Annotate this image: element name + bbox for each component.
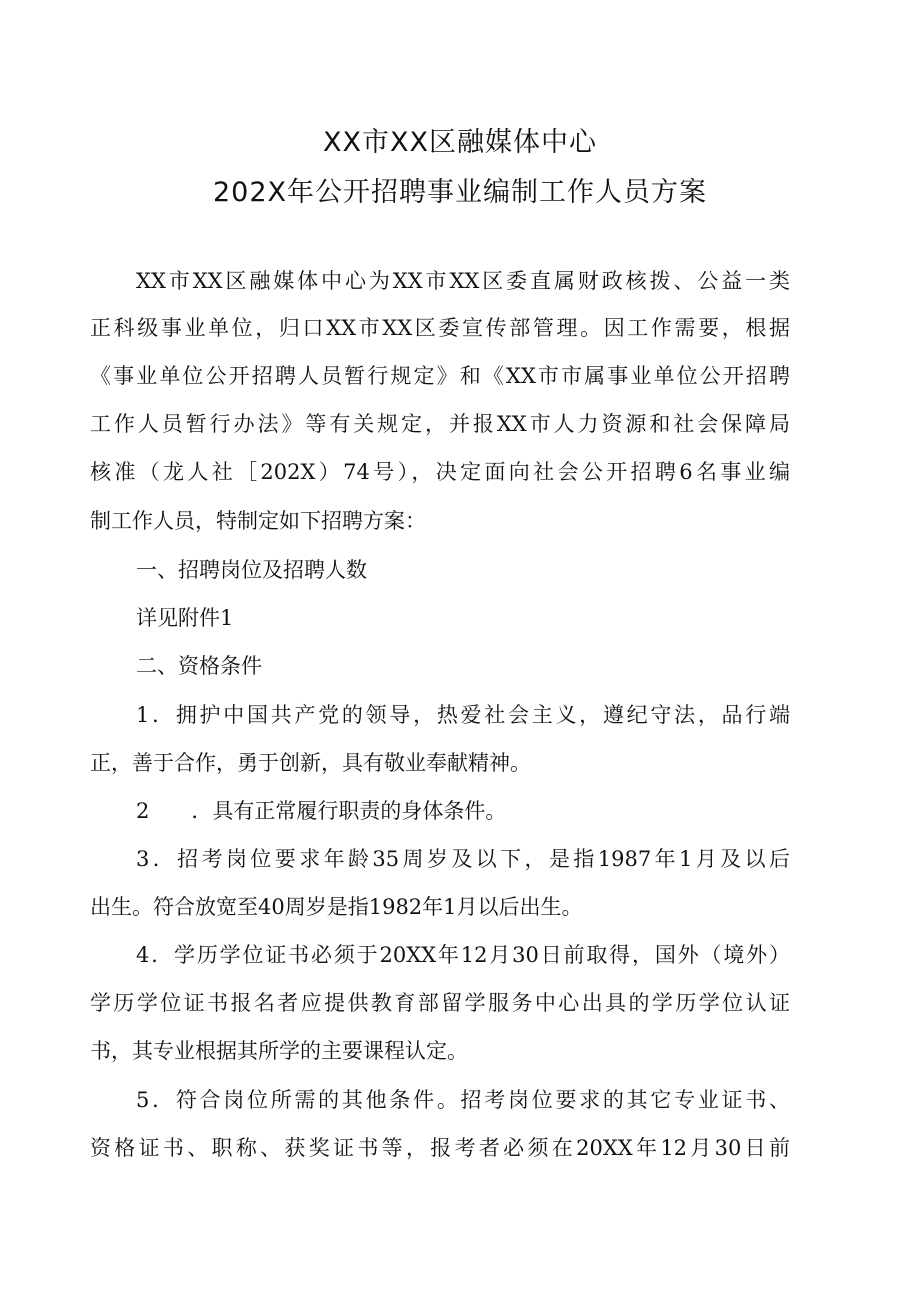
section-heading: 二、资格条件 (136, 654, 262, 678)
document-title-line-2: 202X年公开招聘事业编制工作人员方案 (212, 177, 708, 208)
body-line: 核准（龙人社［202X）74号），决定面向社会公开招聘6名事业编 (90, 460, 790, 484)
body-line: 详见附件1 (136, 606, 234, 630)
body-line: 资格证书、职称、获奖证书等，报考者必须在20XX年12月30日前 (90, 1136, 790, 1160)
body-line: 正科级事业单位，归口XX市XX区委宣传部管理。因工作需要，根据 (90, 316, 790, 340)
body-line: 书，其专业根据其所学的主要课程认定。 (90, 1039, 468, 1063)
body-line: 2 ．具有正常履行职责的身体条件。 (136, 799, 507, 823)
body-line: 5．符合岗位所需的其他条件。招考岗位要求的其它专业证书、 (136, 1088, 790, 1112)
body-line: 工作人员暂行办法》等有关规定，并报XX市人力资源和社会保障局 (90, 412, 790, 436)
body-line: 3．招考岗位要求年龄35周岁及以下，是指1987年1月及以后 (136, 847, 790, 871)
body-line: 制工作人员，特制定如下招聘方案： (90, 509, 426, 533)
body-line: 正，善于合作，勇于创新，具有敬业奉献精神。 (90, 751, 531, 775)
section-heading: 一、招聘岗位及招聘人数 (136, 558, 367, 582)
body-line: 出生。符合放宽至40周岁是指1982年1月以后出生。 (90, 895, 583, 919)
body-line: 4．学历学位证书必须于20XX年12月30日前取得，国外（境外） (136, 943, 790, 967)
body-line: 学历学位证书报名者应提供教育部留学服务中心出具的学历学位认证 (90, 991, 790, 1015)
body-line: XX市XX区融媒体中心为XX市XX区委直属财政核拨、公益一类 (136, 269, 790, 293)
document-title-line-1: XX市XX区融媒体中心 (323, 127, 597, 158)
body-line: 1．拥护中国共产党的领导，热爱社会主义，遵纪守法，品行端 (136, 703, 790, 727)
body-line: 《事业单位公开招聘人员暂行规定》和《XX市市属事业单位公开招聘 (90, 364, 790, 388)
